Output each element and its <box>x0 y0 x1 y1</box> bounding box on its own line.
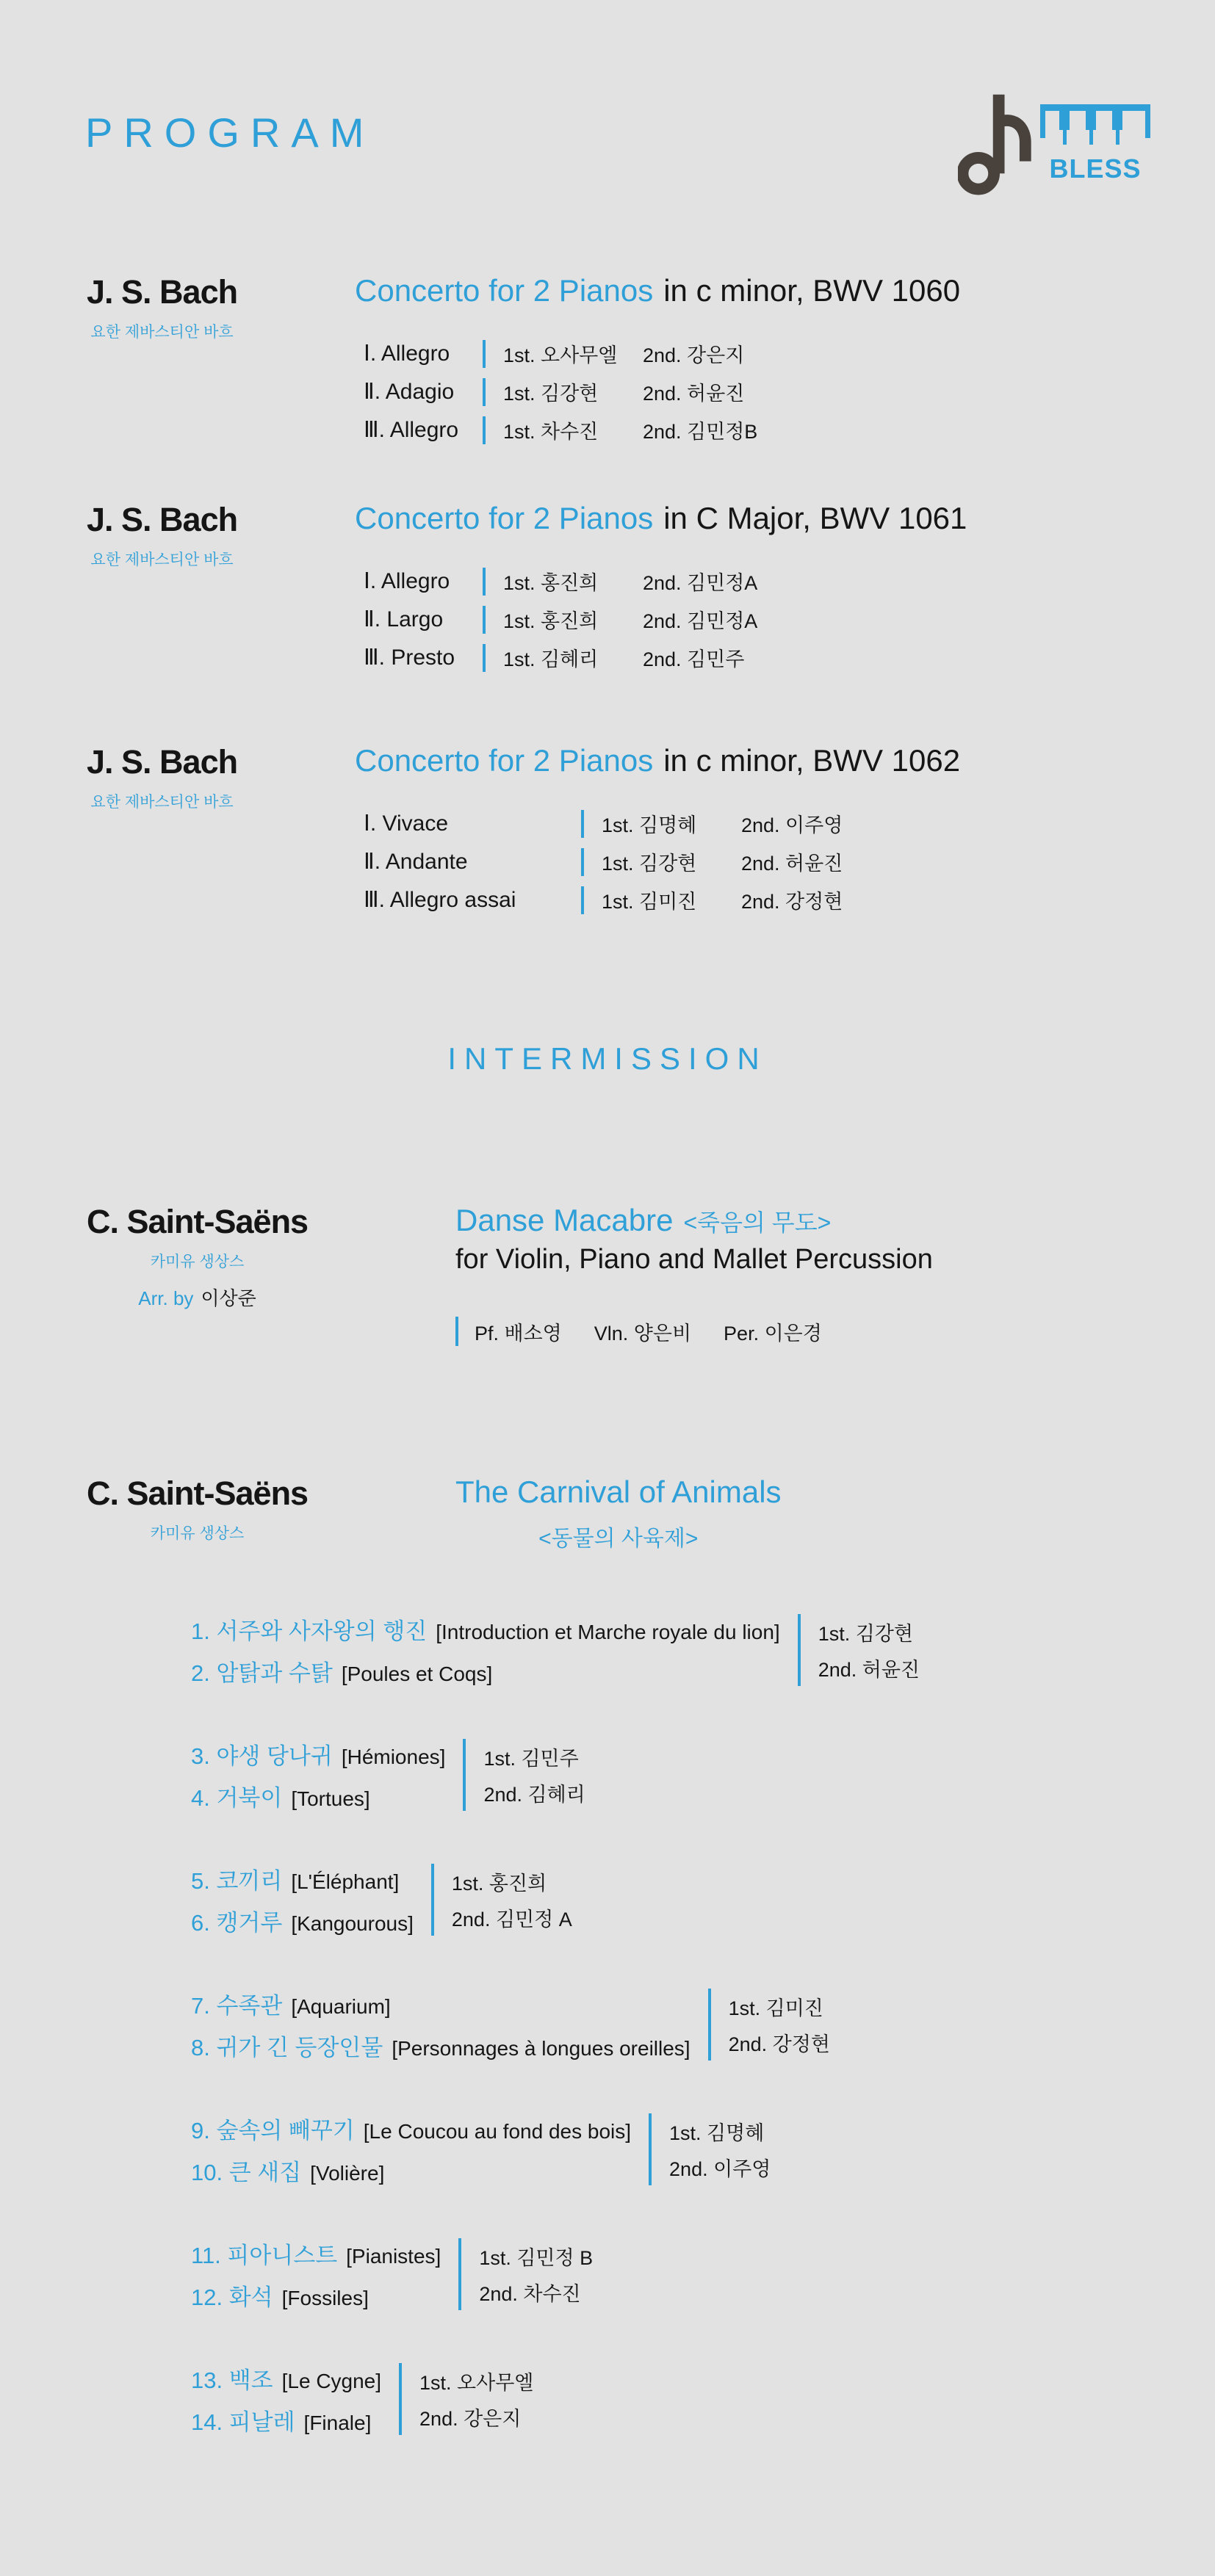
divider-bar <box>399 2363 402 2435</box>
first-pianist: 1st. 김강현 <box>503 383 599 405</box>
section-bwv1062 <box>87 743 960 924</box>
piano-keys-icon <box>1040 104 1150 151</box>
movement-name: Ⅱ. Adagio <box>364 380 455 404</box>
divider-bar <box>483 606 486 634</box>
first-pianist: 1st. 김강현 <box>818 1623 913 1645</box>
movement-row <box>364 567 967 596</box>
movement-list <box>364 567 967 672</box>
section-bwv1060 <box>87 273 960 454</box>
movement-row <box>364 605 967 634</box>
arranger-label: Arr. by <box>138 1287 194 1309</box>
divider-bar <box>708 1989 711 2061</box>
divider-bar <box>649 2113 652 2185</box>
intermission-heading: INTERMISSION <box>447 1041 768 1076</box>
second-pianist: 2nd. 허윤진 <box>643 383 745 405</box>
composer-name-korean: 요한 제바스티안 바흐 <box>90 324 234 341</box>
movement-line: 9. 숲속의 빼꾸기 [Le Coucou au fond des bois] <box>191 2118 632 2143</box>
movement-name: Ⅲ. Allegro <box>364 418 459 442</box>
second-pianist: 2nd. 김민정A <box>643 610 758 632</box>
movement-name: Ⅱ. Largo <box>364 607 444 632</box>
piece-title: Danse Macabre <죽음의 무도> <box>455 1203 832 1237</box>
second-pianist: 2nd. 이주영 <box>741 814 843 836</box>
violinist: Vln. 양은비 <box>594 1322 692 1345</box>
movement-name: Ⅰ. Vivace <box>364 811 449 836</box>
second-pianist: 2nd. 강정현 <box>741 891 843 913</box>
instrumentation: for Violin, Piano and Mallet Percussion <box>455 1244 933 1275</box>
movement-line: 13. 백조 [Le Cygne] <box>191 2367 382 2393</box>
divider-bar <box>483 644 486 672</box>
movement-list <box>364 809 960 914</box>
arranger-line <box>138 1284 256 1311</box>
first-pianist: 1st. 오사무엘 <box>419 2372 534 2394</box>
divider-bar <box>463 1739 466 1811</box>
piece-title-korean: <죽음의 무도> <box>683 1209 832 1236</box>
first-pianist: 1st. 김명혜 <box>602 814 697 836</box>
movement-line: 2. 암탉과 수탉 [Poules et Coqs] <box>191 1660 493 1686</box>
movement-row <box>364 643 967 672</box>
divider-bar <box>581 886 584 914</box>
music-note-icon <box>958 88 1033 202</box>
movement-group <box>191 1987 920 2062</box>
movement-group <box>191 2237 920 2312</box>
divider-bar <box>431 1864 434 1936</box>
divider-bar <box>483 568 486 596</box>
composer-name-korean: 요한 제바스티안 바흐 <box>90 551 234 568</box>
movement-french-title: [Finale] <box>303 2412 372 2434</box>
first-pianist: 1st. 김강현 <box>602 853 697 875</box>
movement-group <box>191 2112 920 2187</box>
second-pianist: 2nd. 허윤진 <box>818 1659 920 1681</box>
movement-french-title: [Introduction et Marche royale du lion] <box>436 1621 780 1643</box>
movement-french-title: [Fossiles] <box>281 2287 369 2309</box>
composer-name-korean: 요한 제바스티안 바흐 <box>90 794 234 811</box>
composer-name: C. Saint-Saëns <box>87 1475 309 1512</box>
first-pianist: 1st. 김민정 B <box>479 2247 594 2269</box>
second-pianist: 2nd. 허윤진 <box>741 853 843 875</box>
movement-french-title: [Volière] <box>310 2162 385 2185</box>
movement-row <box>364 416 960 444</box>
movement-row <box>364 339 960 368</box>
divider-bar <box>581 848 584 876</box>
movement-line: 5. 코끼리 [L'Éléphant] <box>191 1868 400 1894</box>
section-carnival <box>87 1475 782 1552</box>
second-pianist: 2nd. 김민정B <box>643 421 758 443</box>
section-danse-macabre <box>87 1203 933 1346</box>
movement-name: Ⅱ. Andante <box>364 850 468 874</box>
first-pianist: 1st. 김민주 <box>483 1748 579 1770</box>
divider-bar <box>581 810 584 838</box>
piece-key: in C Major, BWV 1061 <box>663 501 967 535</box>
piece-title: Concerto for 2 Pianos in C Major, BWV 1061 <box>355 501 967 535</box>
second-pianist: 2nd. 강정현 <box>728 2033 830 2055</box>
first-pianist: 1st. 김미진 <box>728 1997 823 2019</box>
second-pianist: 2nd. 김민정 A <box>451 1909 572 1931</box>
movement-line: 1. 서주와 사자왕의 행진 [Introduction et Marche royale du lion] <box>191 1618 780 1644</box>
piece-title: The Carnival of Animals <box>455 1475 782 1509</box>
second-pianist: 2nd. 이주영 <box>669 2158 771 2180</box>
movement-french-title: [Tortues] <box>291 1787 370 1810</box>
movement-french-title: [Hémiones] <box>341 1745 446 1768</box>
movement-french-title: [Kangourous] <box>291 1912 414 1935</box>
piece-key: in c minor, BWV 1062 <box>663 743 961 778</box>
first-pianist: 1st. 오사무엘 <box>503 344 618 366</box>
first-pianist: 1st. 홍진희 <box>451 1873 547 1895</box>
divider-bar <box>483 416 486 444</box>
page-title: PROGRAM <box>85 109 375 156</box>
movement-french-title: [Le Coucou au fond des bois] <box>363 2120 632 2143</box>
piece-title-korean: <동물의 사육제> <box>538 1527 699 1551</box>
second-pianist: 2nd. 김혜리 <box>483 1784 585 1806</box>
movement-name: Ⅲ. Presto <box>364 645 455 670</box>
movement-group <box>191 2362 920 2436</box>
second-pianist: 2nd. 강은지 <box>643 344 745 366</box>
movement-line: 7. 수족관 [Aquarium] <box>191 1993 391 2019</box>
second-pianist: 2nd. 강은지 <box>419 2408 522 2430</box>
divider-bar <box>458 2238 461 2310</box>
composer-name: J. S. Bach <box>87 743 238 781</box>
movement-line: 6. 캥거루 [Kangourous] <box>191 1910 414 1936</box>
movement-list <box>364 339 960 444</box>
pianist: Pf. 배소영 <box>475 1322 562 1345</box>
movement-french-title: [Personnages à longues oreilles] <box>392 2037 691 2060</box>
movement-name: Ⅲ. Allegro assai <box>364 888 516 912</box>
movement-group <box>191 1862 920 1937</box>
movement-line: 4. 거북이 [Tortues] <box>191 1785 370 1811</box>
carnival-movement-list <box>191 1613 920 2486</box>
composer-name: J. S. Bach <box>87 501 238 538</box>
movement-row <box>364 886 960 914</box>
composer-name-korean: 카미유 생상스 <box>150 1525 245 1542</box>
second-pianist: 2nd. 김민주 <box>643 648 745 670</box>
movement-line: 10. 큰 새집 [Volière] <box>191 2160 385 2185</box>
movement-line: 8. 귀가 긴 등장인물 [Personnages à longues oreilles] <box>191 2035 691 2061</box>
movement-line: 3. 야생 당나귀 [Hémiones] <box>191 1743 446 1769</box>
first-pianist: 1st. 차수진 <box>503 421 599 443</box>
movement-french-title: [Aquarium] <box>291 1995 391 2018</box>
movement-french-title: [Poules et Coqs] <box>341 1663 493 1685</box>
divider-bar <box>483 378 486 406</box>
second-pianist: 2nd. 김민정A <box>643 572 758 594</box>
bless-logo <box>958 88 1150 202</box>
piece-title: Concerto for 2 Pianos in c minor, BWV 1062 <box>355 743 961 778</box>
movement-row <box>364 847 960 876</box>
piece-key: in c minor, BWV 1060 <box>663 273 961 308</box>
performers-row <box>455 1317 933 1346</box>
movement-line: 12. 화석 [Fossiles] <box>191 2284 369 2310</box>
first-pianist: 1st. 김미진 <box>602 891 697 913</box>
movement-row <box>364 377 960 406</box>
movement-french-title: [L'Éléphant] <box>291 1870 400 1893</box>
piece-title: Concerto for 2 Pianos in c minor, BWV 1060 <box>355 273 961 308</box>
movement-name: Ⅰ. Allegro <box>364 341 450 366</box>
movement-line: 11. 피아니스트 [Pianistes] <box>191 2243 441 2268</box>
section-bwv1061 <box>87 501 967 681</box>
movement-group <box>191 1737 920 1812</box>
movement-name: Ⅰ. Allegro <box>364 569 450 593</box>
divider-bar <box>798 1614 801 1686</box>
second-pianist: 2nd. 차수진 <box>479 2283 581 2305</box>
movement-line: 14. 피날레 [Finale] <box>191 2409 372 2435</box>
movement-group <box>191 1613 920 1687</box>
arranger-name: 이상준 <box>201 1287 256 1309</box>
composer-name: J. S. Bach <box>87 273 238 311</box>
movement-french-title: [Pianistes] <box>346 2245 441 2268</box>
movement-french-title: [Le Cygne] <box>281 2370 382 2392</box>
first-pianist: 1st. 김명혜 <box>669 2122 765 2144</box>
brand-name: BLESS <box>1049 153 1142 184</box>
percussionist: Per. 이은경 <box>724 1322 822 1345</box>
movement-row <box>364 809 960 838</box>
divider-bar <box>483 340 486 368</box>
first-pianist: 1st. 홍진희 <box>503 610 599 632</box>
first-pianist: 1st. 홍진희 <box>503 572 599 594</box>
first-pianist: 1st. 김혜리 <box>503 648 599 670</box>
composer-name: C. Saint-Saëns <box>87 1203 309 1240</box>
composer-name-korean: 카미유 생상스 <box>150 1253 245 1270</box>
divider-bar <box>455 1317 458 1346</box>
